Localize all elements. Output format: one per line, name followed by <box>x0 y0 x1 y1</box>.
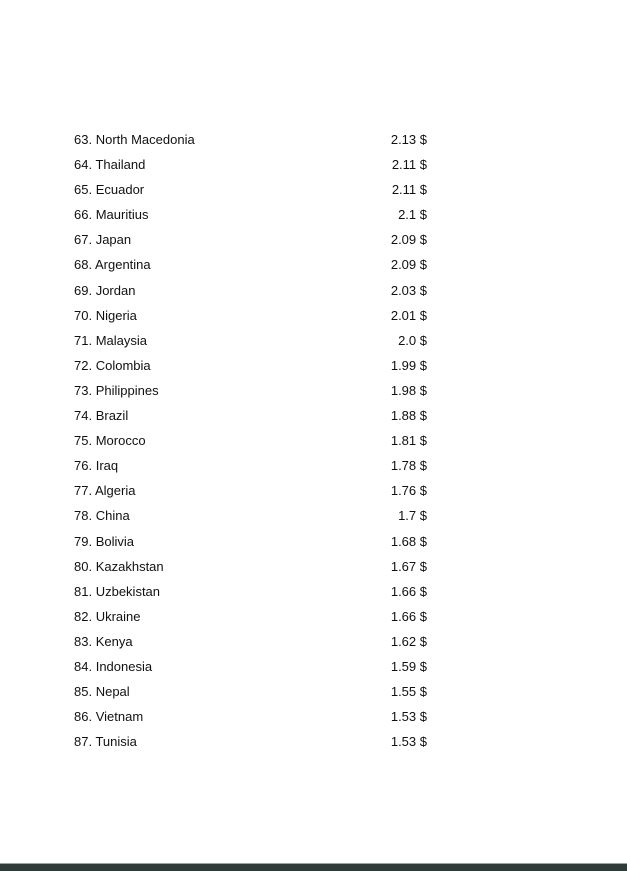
rank-number: 83. <box>74 633 93 649</box>
rank-number: 77. <box>74 483 93 499</box>
country-name <box>74 305 137 326</box>
country-name <box>74 631 133 652</box>
rank-number: 71. <box>74 332 93 348</box>
rank-number: 64. <box>74 157 93 173</box>
rank-number: 80. <box>74 558 93 574</box>
country-name <box>74 405 128 426</box>
country-name <box>74 681 130 702</box>
list-item <box>74 380 434 405</box>
list-item <box>74 706 434 731</box>
list-item <box>74 556 434 581</box>
price-value: 1.88 $ <box>390 408 427 424</box>
price-value: 2.09 $ <box>390 257 427 273</box>
list-item <box>74 531 434 556</box>
rank-number: 76. <box>74 458 93 474</box>
country-name <box>74 531 134 552</box>
country-label: Colombia <box>95 357 151 373</box>
rank-number: 79. <box>74 533 93 549</box>
list-item <box>74 505 434 530</box>
country-label: Nepal <box>95 684 130 700</box>
price-value: 1.62 $ <box>390 633 427 649</box>
country-name <box>74 129 195 150</box>
rank-number: 70. <box>74 307 93 323</box>
country-label: Mauritius <box>95 207 149 223</box>
list-item <box>74 330 434 355</box>
list-item <box>74 229 434 254</box>
country-label: Kazakhstan <box>95 558 164 574</box>
list-item <box>74 681 434 706</box>
country-name <box>74 656 152 677</box>
rank-number: 78. <box>74 508 93 524</box>
list-item <box>74 731 434 756</box>
list-item <box>74 631 434 656</box>
rank-number: 85. <box>74 684 93 700</box>
country-label: Bolivia <box>95 533 134 549</box>
country-name <box>74 330 147 351</box>
rank-number: 72. <box>74 357 93 373</box>
country-name <box>74 355 151 376</box>
price-value: 1.55 $ <box>390 684 427 700</box>
rank-number: 75. <box>74 433 93 449</box>
price-value: 1.7 $ <box>398 508 427 524</box>
country-name <box>74 179 144 200</box>
list-item <box>74 455 434 480</box>
price-value: 1.53 $ <box>390 734 427 750</box>
list-item <box>74 179 434 204</box>
country-label: Malaysia <box>95 332 147 348</box>
country-label: Algeria <box>94 483 136 499</box>
viewer-bottom-bar <box>0 863 627 871</box>
list-item <box>74 154 434 179</box>
price-value: 1.66 $ <box>390 583 427 599</box>
rank-number: 65. <box>74 182 93 198</box>
country-name <box>74 455 118 476</box>
country-label: North Macedonia <box>95 132 195 147</box>
price-value: 2.0 $ <box>398 332 427 348</box>
list-item <box>74 305 434 330</box>
list-item <box>74 656 434 681</box>
price-value: 1.81 $ <box>390 433 427 449</box>
price-value: 2.13 $ <box>390 132 427 147</box>
rank-number: 81. <box>74 583 93 599</box>
country-label: Iraq <box>95 458 119 474</box>
price-value: 1.78 $ <box>390 458 427 474</box>
country-label: Morocco <box>95 433 146 449</box>
country-label: Nigeria <box>95 307 137 323</box>
country-label: Philippines <box>95 382 159 398</box>
country-name <box>74 731 137 752</box>
price-value: 2.1 $ <box>398 207 427 223</box>
country-name <box>74 505 130 526</box>
rank-number: 74. <box>74 408 93 424</box>
country-name <box>74 204 148 225</box>
list-item <box>74 129 434 154</box>
country-name <box>74 254 151 275</box>
rank-number: 73. <box>74 382 93 398</box>
list-item <box>74 280 434 305</box>
country-name <box>74 430 146 451</box>
country-name <box>74 606 141 627</box>
country-price-list <box>74 129 434 756</box>
rank-number: 87. <box>74 734 93 750</box>
list-item <box>74 355 434 380</box>
price-value: 1.67 $ <box>390 558 427 574</box>
price-value: 1.76 $ <box>390 483 427 499</box>
price-value: 1.99 $ <box>390 357 427 373</box>
country-label: China <box>95 508 130 524</box>
price-value: 2.03 $ <box>390 282 427 298</box>
rank-number: 68. <box>74 257 93 273</box>
country-label: Jordan <box>95 282 136 298</box>
list-item <box>74 254 434 279</box>
price-value: 2.11 $ <box>391 182 427 198</box>
country-label: Japan <box>95 232 132 248</box>
rank-number: 86. <box>74 709 93 725</box>
rank-number: 82. <box>74 608 93 624</box>
country-name <box>74 706 143 727</box>
price-value: 1.59 $ <box>390 658 427 674</box>
price-value: 1.68 $ <box>390 533 427 549</box>
rank-number: 69. <box>74 282 93 298</box>
country-name <box>74 280 135 301</box>
rank-number: 84. <box>74 658 93 674</box>
price-value: 1.98 $ <box>390 382 427 398</box>
rank-number: 63. <box>74 132 93 147</box>
price-value: 1.53 $ <box>390 709 427 725</box>
country-name <box>74 229 131 250</box>
price-value: 2.01 $ <box>390 307 427 323</box>
list-item <box>74 480 434 505</box>
country-label: Thailand <box>95 157 146 173</box>
rank-number: 67. <box>74 232 93 248</box>
country-label: Ukraine <box>95 608 141 624</box>
list-item <box>74 581 434 606</box>
list-item <box>74 405 434 430</box>
price-value: 2.09 $ <box>390 232 427 248</box>
country-label: Brazil <box>95 408 129 424</box>
country-name <box>74 581 160 602</box>
country-name <box>74 480 135 501</box>
rank-number: 66. <box>74 207 93 223</box>
country-label: Ecuador <box>95 182 145 198</box>
price-value: 2.11 $ <box>391 157 427 173</box>
list-item <box>74 204 434 229</box>
country-label: Argentina <box>94 257 151 273</box>
country-label: Indonesia <box>95 658 153 674</box>
country-label: Kenya <box>95 633 133 649</box>
list-item <box>74 606 434 631</box>
price-value: 1.66 $ <box>390 608 427 624</box>
country-name <box>74 556 164 577</box>
country-label: Vietnam <box>95 709 144 725</box>
list-item <box>74 430 434 455</box>
country-label: Uzbekistan <box>95 583 161 599</box>
country-name <box>74 154 145 175</box>
country-label: Tunisia <box>95 734 137 750</box>
country-name <box>74 380 159 401</box>
